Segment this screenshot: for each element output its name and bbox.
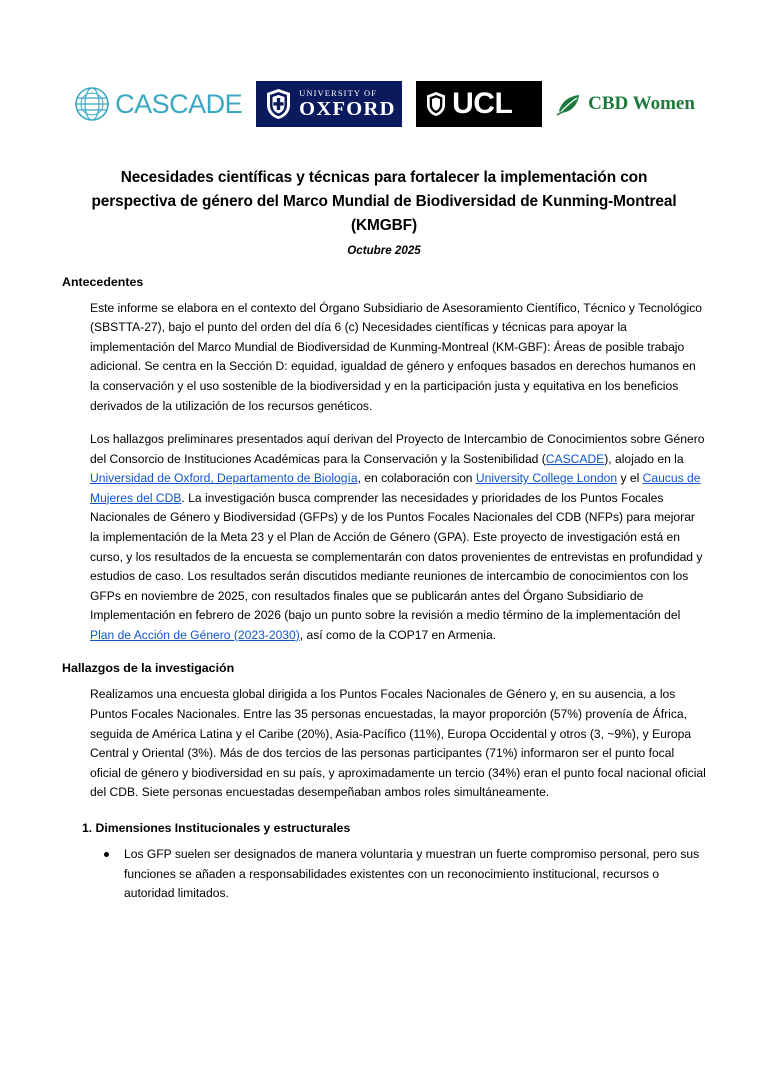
section-heading-findings: Hallazgos de la investigación [62, 661, 235, 676]
link-cascade[interactable]: CASCADE [545, 451, 605, 466]
link-ucl[interactable]: University College London [475, 471, 618, 486]
bg-p2-text-6: , así como de la COP17 en Armenia. [299, 627, 497, 642]
link-gender-plan-of-action[interactable]: Plan de Acción de Género (2023-2030) [90, 627, 300, 642]
ucl-crest-icon [426, 91, 446, 117]
cbd-wordmark: CBD Women [588, 93, 695, 114]
bg-p2-text-1: Los hallazgos preliminares presentados aquí derivan del Proyecto de Intercambio de Conocimientos sobre Género del Consorcio de Instituciones Académicas para la Conservación y la Sostenibilidad ( [90, 432, 705, 466]
logo-bar [62, 76, 706, 132]
cascade-wordmark: CASCADE [115, 88, 243, 119]
background-paragraph-2 [62, 430, 706, 645]
background-paragraph-1: Este informe se elabora en el contexto del Órgano Subsidiario de Asesoramiento Científico, Técnico y Tecnológico (SBSTTA-27), bajo el punto del orden del día 6 (c) Necesidades científicas y técnicas para apoyar la implementación del Marco Mundial de Biodiversidad de Kunming-Montreal (KM-GBF): Áreas de posible trabajo adicional. Se centra en la Sección D: equidad, igualdad de género y enfoques basados en derechos humanos en la conservación y el uso sostenible de la biodiversidad y en la participación justa y equitativa en los beneficios derivados de la utilización de los recursos genéticos. [90, 300, 702, 413]
cascade-globe-icon [73, 85, 111, 123]
section-heading-background: Antecedentes [62, 274, 144, 289]
bg-p2-text-2: ), alojado en la [604, 451, 684, 466]
list-item: Los GFP suelen ser designados de manera voluntaria y muestran un fuerte compromiso personal, pero sus funciones se añaden a responsabilidades existentes con un reconocimiento institucional, recursos o autoridad limitados. [90, 845, 706, 904]
bg-p2-text-3: , en colaboración con [357, 471, 476, 486]
oxford-logo [256, 81, 402, 127]
link-oxford-biology[interactable]: Universidad de Oxford, Departamento de Biología [90, 471, 358, 486]
link-cbd-womens-caucus[interactable]: Caucus de Mujeres del CDB [90, 471, 701, 505]
cascade-logo [73, 85, 242, 123]
oxford-wordmark [299, 89, 396, 119]
page-title: Necesidades científicas y técnicas para fortalecer la implementación con perspectiva de género del Marco Mundial de Biodiversidad de Kunming-Montreal (KMGBF) [91, 169, 677, 234]
institutional-bullet-list [62, 845, 706, 904]
ucl-wordmark: UCL [452, 87, 513, 120]
findings-paragraph-1: Realizamos una encuesta global dirigida a los Puntos Focales Nacionales de Género y, en su ausencia, a los Puntos Focales Nacionales. Entre las 35 personas encuestadas, la mayor proporción (57%) provenía de África, seguida de América Latina y el Caribe (20%), Asia-Pacífico (11%), Europa Occidental y otros (3, ~9%), y Europa Central y Oriental (3%). Más de dos tercios de las personas participantes (71%) informaron ser el punto focal oficial de género y biodiversidad en su país, y aproximadamente un tercio (34%) eran el punto focal nacional oficial del CDB. Siete personas encuestadas desempeñaban ambos roles simultáneamente. [90, 687, 706, 800]
bg-p2-text-4: y el [617, 471, 643, 486]
bg-p2-text-5: . La investigación busca comprender las necesidades y prioridades de los Puntos Focales Nacionales de Género y Biodiversidad (GFPs) y de los Puntos Focales Nacionales del CDB (NFPs) para mejorar la implementación de la Meta 23 y el Plan de Acción de Género (GPA). Este proyecto de investigación está en curso, y los resultados de la encuesta se complementarán con datos provenientes de entrevistas en profundidad y estudios de caso. Los resultados serán discutidos mediante reuniones de intercambio de conocimientos con los GFPs en noviembre de 2025, con resultados finales que se publicarán antes del Órgano Subsidiario de Implementación en febrero de 2026 (bajo un punto sobre la revisión a medio término de la implementación del [90, 490, 703, 623]
ucl-logo [416, 81, 542, 127]
cbd-women-logo [556, 91, 695, 117]
cbd-leaf-icon [556, 91, 582, 117]
oxford-crest-icon [265, 88, 292, 120]
oxford-line1: UNIVERSITY OF [299, 88, 378, 98]
document-date: Octubre 2025 [347, 243, 421, 257]
oxford-line2: OXFORD [299, 97, 396, 120]
subsection-heading-institutional: 1. Dimensiones Institucionales y estructurales [82, 820, 351, 835]
